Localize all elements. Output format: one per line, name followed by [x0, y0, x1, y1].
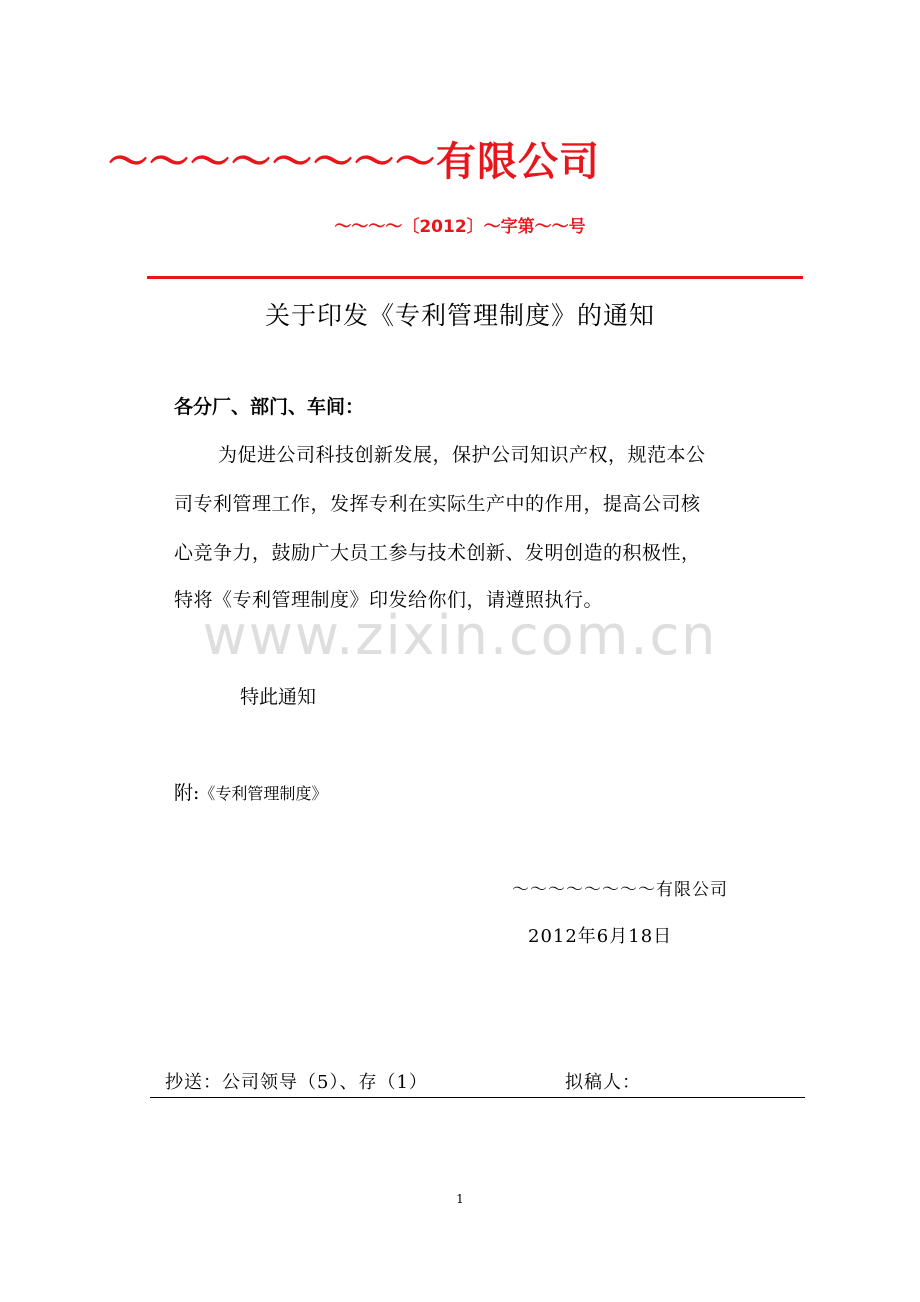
- page-number: 1: [456, 1192, 464, 1206]
- red-divider-line: [147, 276, 803, 279]
- body-paragraph-line: 司专利管理工作，发挥专利在实际生产中的作用，提高公司核: [174, 493, 701, 515]
- attachment-name: 《专利管理制度》: [199, 784, 328, 803]
- company-header-title: ～～～～～～～～有限公司: [108, 139, 600, 185]
- recipients: 各分厂、部门、车间：: [174, 396, 365, 418]
- cc-list: 抄送：公司领导（5）、存（1）: [165, 1072, 428, 1093]
- attachment: [174, 778, 327, 805]
- special-notice: 特此通知: [240, 686, 317, 708]
- notice-title: 关于印发《专利管理制度》的通知: [264, 301, 655, 330]
- drafter-label: 拟稿人：: [565, 1072, 641, 1093]
- signature-date: 2012年6月18日: [528, 926, 673, 947]
- attachment-label: 附:: [174, 782, 200, 804]
- body-paragraph-line: 特将《专利管理制度》印发给你们，请遵照执行。: [174, 589, 604, 611]
- watermark: www.zixin.com.cn: [202, 604, 718, 667]
- signature-company: ～～～～～～～～有限公司: [512, 880, 728, 900]
- body-paragraph-line: 为促进公司科技创新发展，保护公司知识产权，规范本公: [218, 444, 706, 466]
- footer-divider-line: [150, 1097, 805, 1098]
- document-number: ～～～～〔2012〕～字第～～号: [334, 217, 586, 237]
- body-paragraph-line: 心竞争力，鼓励广大员工参与技术创新、发明创造的积极性，: [174, 542, 701, 564]
